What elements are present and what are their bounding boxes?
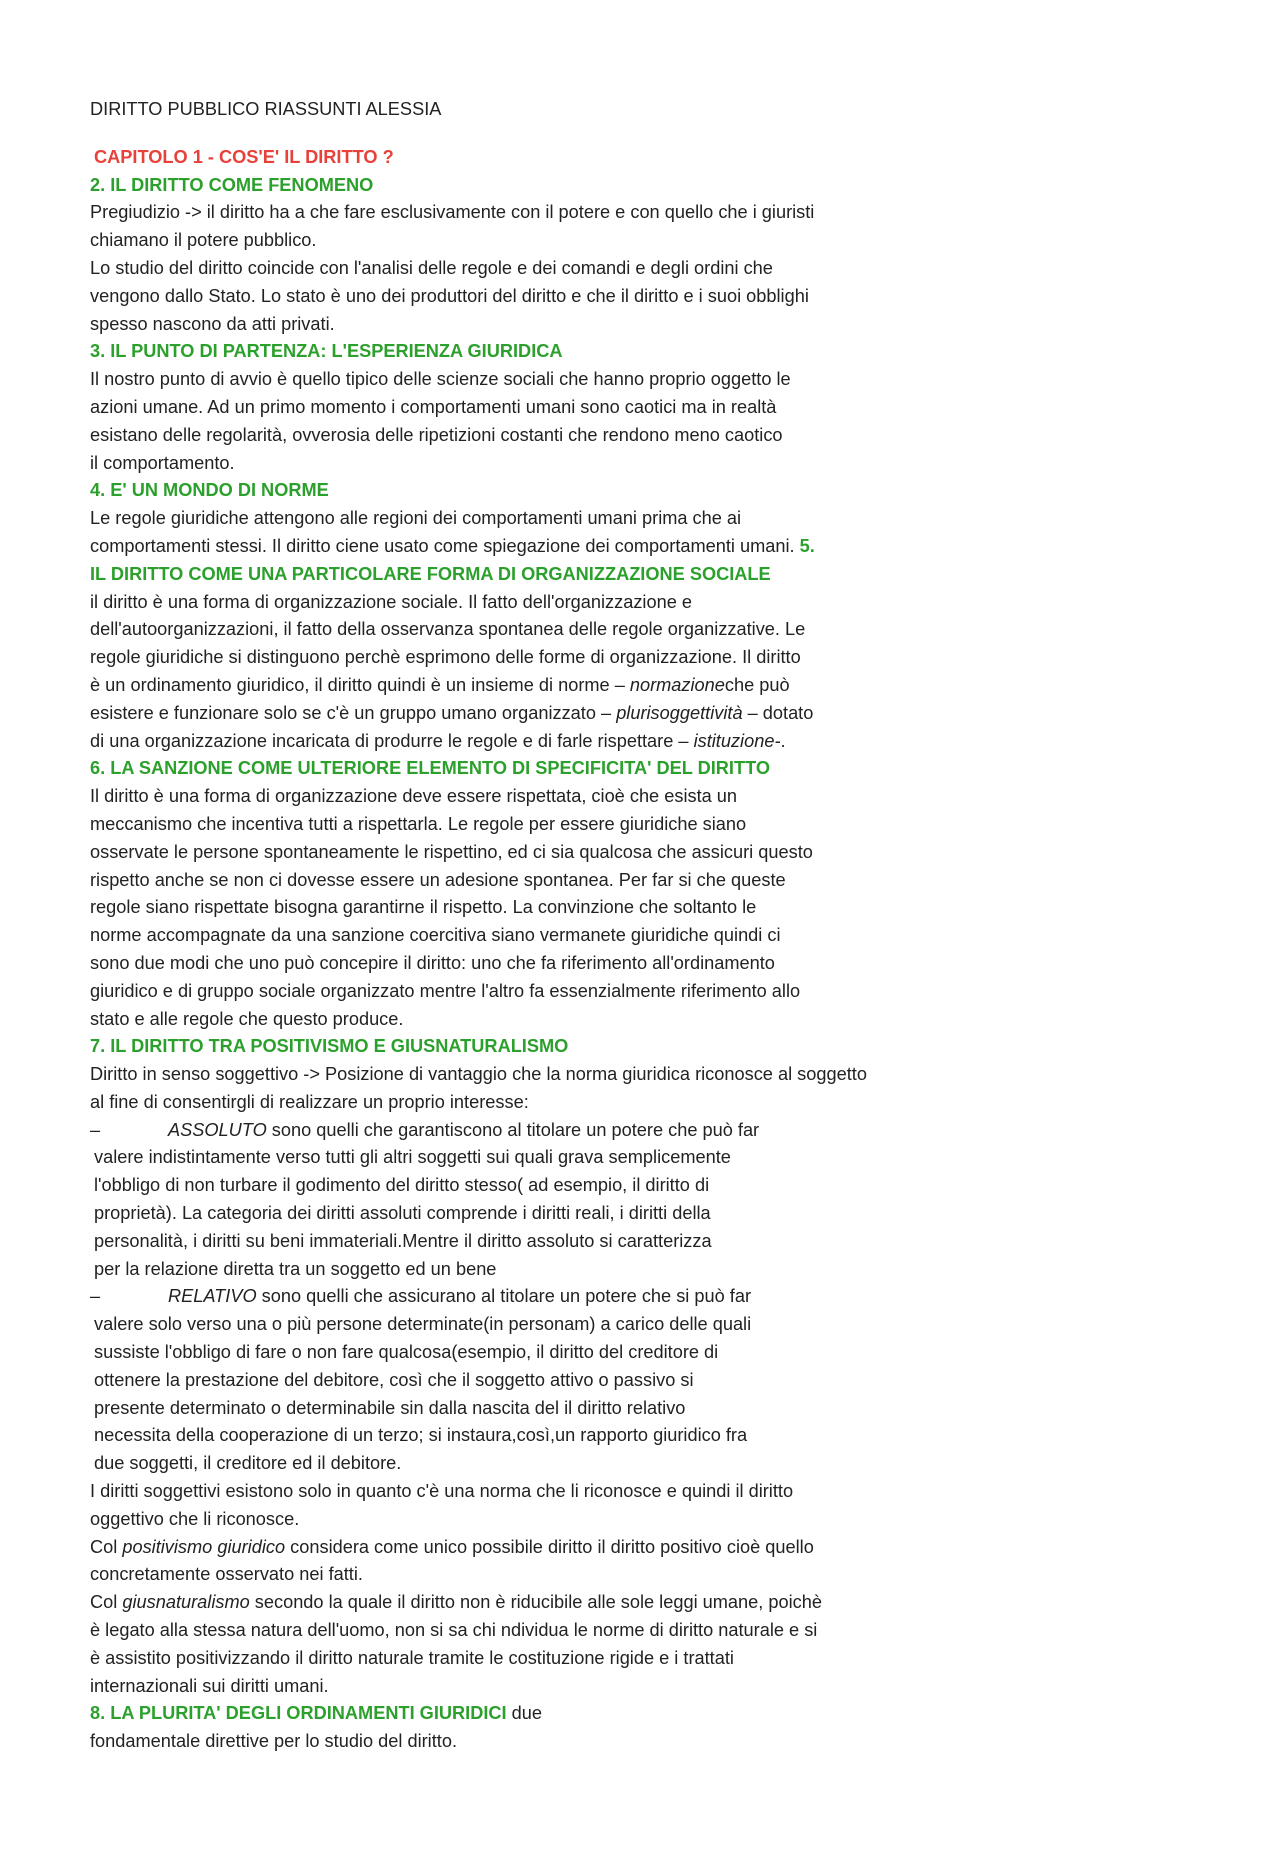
text-line: al fine di consentirgli di realizzare un proprio interesse:	[90, 1091, 529, 1112]
text-line: giuridico e di gruppo sociale organizzato mentre l'altro fa essenzialmente riferimento allo	[90, 980, 801, 1001]
text-span: Col	[90, 1592, 123, 1613]
text-line: internazionali sui diritti umani.	[90, 1675, 329, 1696]
text-line: è assistito positivizzando il diritto naturale tramite le costituzione rigide e i trattati	[90, 1647, 734, 1668]
text-line: regole siano rispettate bisogna garantirne il rispetto. La convinzione che soltanto le	[90, 897, 757, 918]
dash-bullet: –	[90, 1286, 101, 1307]
text-line	[90, 1283, 950, 1311]
text-line: personalità, i diritti su beni immateriali.Mentre il diritto assoluto si caratterizza	[94, 1230, 712, 1251]
text-line: oggettivo che li riconosce.	[90, 1508, 300, 1529]
italic-term: RELATIVO	[168, 1286, 257, 1307]
text-line: due soggetti, il creditore ed il debitore.	[94, 1453, 402, 1474]
text-line: concretamente osservato nei fatti.	[90, 1564, 363, 1585]
text-line: è legato alla stessa natura dell'uomo, non si sa chi ndividua le norme di diritto naturale e si	[90, 1620, 818, 1641]
text-line: il diritto è una forma di organizzazione sociale. Il fatto dell'organizzazione e	[90, 591, 692, 612]
dash-bullet: –	[90, 1119, 101, 1140]
text-line: valere indistintamente verso tutti gli altri soggetti sui quali grava semplicemente	[94, 1147, 731, 1168]
text-span: è un ordinamento giuridico, il diritto quindi è un insieme di norme –	[90, 674, 630, 695]
text-line: rispetto anche se non ci dovesse essere un adesione spontanea. Per far si che queste	[90, 869, 786, 890]
section-4-body	[90, 505, 950, 561]
text-line: Diritto in senso soggettivo -> Posizione di vantaggio che la norma giuridica riconosce al soggetto	[90, 1064, 867, 1085]
text-line: I diritti soggettivi esistono solo in quanto c'è una norma che li riconosce e quindi il diritto	[90, 1481, 794, 1502]
text-line	[90, 728, 950, 756]
text-line: sussiste l'obbligo di fare o non fare qualcosa(esempio, il diritto del creditore di	[94, 1342, 719, 1363]
section-3-heading: 3. IL PUNTO DI PARTENZA: L'ESPERIENZA GIURIDICA	[90, 341, 563, 362]
text-span: due	[506, 1703, 542, 1724]
text-line: norme accompagnate da una sanzione coercitiva siano vermanete giuridiche quindi ci	[90, 925, 781, 946]
text-line: il comportamento.	[90, 452, 235, 473]
italic-term: ASSOLUTO	[168, 1119, 267, 1140]
section-4-heading: 4. E' UN MONDO DI NORME	[90, 480, 329, 501]
document-title: DIRITTO PUBBLICO RIASSUNTI ALESSIA	[90, 99, 442, 119]
text-line: dell'autoorganizzazioni, il fatto della osservanza spontanea delle regole organizzative. Le	[90, 619, 806, 640]
section-8-heading-line	[90, 1700, 950, 1728]
italic-term: giusnaturalismo	[122, 1592, 250, 1613]
text-line: Lo studio del diritto coincide con l'analisi delle regole e dei comandi e degli ordini che	[90, 257, 773, 278]
text-line	[90, 1589, 950, 1617]
section-5-heading: IL DIRITTO COME UNA PARTICOLARE FORMA DI ORGANIZZAZIONE SOCIALE	[90, 563, 771, 584]
text-line	[90, 1534, 950, 1562]
text-span: esistere e funzionare solo se c'è un gruppo umano organizzato –	[90, 702, 617, 723]
chapter-heading: CAPITOLO 1 - COS'E' IL DIRITTO ?	[94, 146, 394, 167]
text-line: chiamano il potere pubblico.	[90, 230, 317, 251]
text-span: secondo la quale il diritto non è riducibile alle sole leggi umane, poichè	[249, 1592, 822, 1613]
text-line: vengono dallo Stato. Lo stato è uno dei produttori del diritto e che il diritto e i suoi obblighi	[90, 285, 809, 306]
text-span: che può	[724, 674, 790, 695]
text-line	[90, 533, 950, 561]
section-7-body	[90, 1061, 950, 1700]
text-line: proprietà). La categoria dei diritti assoluti comprende i diritti reali, i diritti della	[94, 1203, 711, 1224]
text-span: di una organizzazione incaricata di produrre le regole e di farle rispettare –	[90, 730, 694, 751]
text-span: sono quelli che garantiscono al titolare un potere che può far	[266, 1119, 760, 1140]
text-line: sono due modi che uno può concepire il diritto: uno che fa riferimento all'ordinamento	[90, 952, 775, 973]
text-line	[90, 672, 950, 700]
text-line: valere solo verso una o più persone determinate(in personam) a carico delle quali	[94, 1314, 752, 1335]
section-2-body	[90, 199, 950, 338]
section-7-heading: 7. IL DIRITTO TRA POSITIVISMO E GIUSNATURALISMO	[90, 1036, 569, 1057]
text-line: necessita della cooperazione di un terzo; si instaura,così,un rapporto giuridico fra	[94, 1425, 748, 1446]
italic-term: normazione	[629, 674, 725, 695]
text-line: l'obbligo di non turbare il godimento del diritto stesso( ad esempio, il diritto di	[94, 1175, 710, 1196]
text-line: Il nostro punto di avvio è quello tipico delle scienze sociali che hanno proprio oggetto le	[90, 369, 791, 390]
list-item-relativo	[90, 1283, 950, 1478]
text-line: Le regole giuridiche attengono alle regioni dei comportamenti umani prima che ai	[90, 508, 742, 529]
text-span: – dotato	[742, 702, 814, 723]
text-line: presente determinato o determinabile sin dalla nascita del il diritto relativo	[94, 1397, 686, 1418]
section-3-body	[90, 366, 950, 477]
section-6-heading: 6. LA SANZIONE COME ULTERIORE ELEMENTO DI SPECIFICITA' DEL DIRITTO	[90, 758, 770, 779]
text-line: meccanismo che incentiva tutti a rispettarla. Le regole per essere giuridiche siano	[90, 813, 747, 834]
text-line: Pregiudizio -> il diritto ha a che fare esclusivamente con il potere e con quello che i giuristi	[90, 202, 815, 223]
text-line: Il diritto è una forma di organizzazione deve essere rispettata, cioè che esista un	[90, 786, 738, 807]
text-line: spesso nascono da atti privati.	[90, 313, 335, 334]
list-item-assoluto	[90, 1117, 950, 1284]
text-line: ottenere la prestazione del debitore, così che il soggetto attivo o passivo si	[94, 1369, 694, 1390]
text-line	[90, 1117, 950, 1145]
text-line: stato e alle regole che questo produce.	[90, 1008, 404, 1029]
text-line: regole giuridiche si distinguono perchè esprimono delle forme di organizzazione. Il diritto	[90, 647, 801, 668]
text-span: comportamenti stessi. Il diritto ciene usato come spiegazione dei comportamenti umani.	[90, 535, 795, 556]
text-span: sono quelli che assicurano al titolare un potere che si può far	[256, 1286, 752, 1307]
section-8-heading: 8. LA PLURITA' DEGLI ORDINAMENTI GIURIDICI	[90, 1703, 507, 1724]
text-line: osservate le persone spontaneamente le rispettino, ed ci sia qualcosa che assicuri questo	[90, 841, 813, 862]
section-6-body	[90, 783, 950, 1033]
text-line: fondamentale direttive per lo studio del diritto.	[90, 1731, 457, 1752]
text-line	[90, 700, 950, 728]
text-line: azioni umane. Ad un primo momento i comportamenti umani sono caotici ma in realtà	[90, 396, 777, 417]
text-span: considera come unico possibile diritto il diritto positivo cioè quello	[285, 1536, 814, 1557]
text-span: Col	[90, 1536, 123, 1557]
section-5-body	[90, 589, 950, 756]
document-content	[90, 96, 950, 1756]
italic-term: istituzione-	[693, 730, 781, 751]
italic-term: plurisoggettività	[616, 702, 743, 723]
italic-term: positivismo giuridico	[122, 1536, 286, 1557]
section-5-number: 5.	[799, 535, 815, 556]
section-2-heading: 2. IL DIRITTO COME FENOMENO	[90, 174, 374, 195]
text-span: .	[780, 730, 786, 751]
text-line: esistano delle regolarità, ovverosia delle ripetizioni costanti che rendono meno caotico	[90, 424, 783, 445]
text-line: per la relazione diretta tra un soggetto ed un bene	[94, 1258, 497, 1279]
